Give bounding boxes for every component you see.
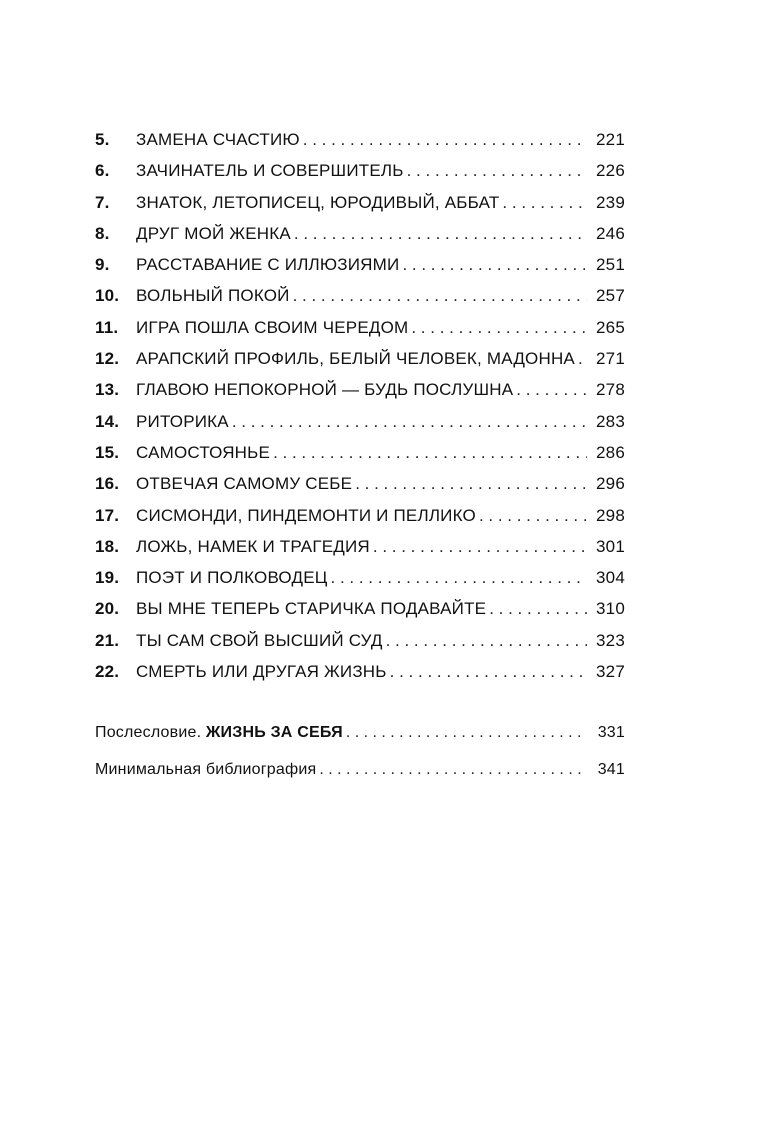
leader-dots bbox=[489, 599, 587, 619]
page-number: 298 bbox=[596, 505, 625, 525]
chapter-number: 16. bbox=[95, 474, 120, 494]
leader-dots bbox=[355, 474, 587, 494]
chapter-number: 20. bbox=[95, 599, 120, 619]
chapter-number: 9. bbox=[95, 255, 110, 275]
chapter-number: 11. bbox=[95, 317, 119, 337]
chapter-number: 15. bbox=[95, 442, 120, 462]
bibliography-entry bbox=[95, 761, 625, 792]
leader-dots bbox=[232, 412, 587, 432]
toc-row bbox=[95, 193, 625, 224]
page-number: 286 bbox=[596, 442, 625, 462]
afterword-prefix: Послесловие. bbox=[95, 724, 202, 741]
leader-dots bbox=[407, 161, 587, 181]
leader-dots bbox=[294, 224, 587, 244]
page-number: 323 bbox=[596, 630, 625, 650]
chapter-number: 21. bbox=[95, 630, 120, 650]
chapter-title: ПОЭТ И ПОЛКОВОДЕЦ bbox=[136, 568, 328, 588]
leader-dots bbox=[319, 761, 587, 779]
toc-row bbox=[95, 537, 625, 568]
toc-row bbox=[95, 318, 625, 349]
chapter-number: 5. bbox=[95, 130, 110, 149]
leader-dots bbox=[373, 537, 587, 557]
leader-dots bbox=[303, 130, 587, 150]
chapter-number: 18. bbox=[95, 536, 120, 556]
chapter-title: ЗАЧИНАТЕЛЬ И СОВЕРШИТЕЛЬ bbox=[136, 161, 404, 181]
toc-row bbox=[95, 443, 625, 474]
toc-row bbox=[95, 474, 625, 505]
chapter-title: СИСМОНДИ, ПИНДЕМОНТИ И ПЕЛЛИКО bbox=[136, 505, 476, 525]
page-number: 246 bbox=[596, 223, 625, 243]
chapter-title: АРАПСКИЙ ПРОФИЛЬ, БЕЛЫЙ ЧЕЛОВЕК, МАДОННА bbox=[136, 349, 575, 369]
toc-row bbox=[95, 161, 625, 192]
leader-dots bbox=[293, 286, 587, 306]
page-number: 265 bbox=[596, 317, 625, 337]
chapter-number: 12. bbox=[95, 349, 120, 369]
leader-dots bbox=[402, 255, 587, 275]
chapter-title: ТЫ САМ СВОЙ ВЫСШИЙ СУД bbox=[136, 630, 383, 650]
afterword-heading: ЖИЗНЬ ЗА СЕБЯ bbox=[205, 724, 343, 741]
toc-row bbox=[95, 255, 625, 286]
table-of-contents bbox=[95, 130, 625, 693]
toc-row bbox=[95, 631, 625, 662]
leader-dots bbox=[273, 443, 587, 463]
chapter-number: 10. bbox=[95, 286, 120, 306]
page-number: 341 bbox=[597, 761, 625, 778]
page-number: 331 bbox=[597, 724, 625, 741]
leader-dots bbox=[516, 380, 587, 400]
page-number: 283 bbox=[596, 411, 625, 431]
toc-row bbox=[95, 506, 625, 537]
leader-dots bbox=[346, 724, 587, 742]
toc-row bbox=[95, 662, 625, 693]
chapter-title: САМОСТОЯНЬЕ bbox=[136, 442, 271, 462]
chapter-title: ОТВЕЧАЯ САМОМУ СЕБЕ bbox=[136, 474, 353, 494]
leader-dots bbox=[386, 631, 587, 651]
chapter-title: ЛОЖЬ, НАМЕК И ТРАГЕДИЯ bbox=[136, 536, 370, 556]
leader-dots bbox=[578, 349, 587, 369]
chapter-title: ДРУГ МОЙ ЖЕНКА bbox=[136, 223, 291, 243]
chapter-title: ИГРА ПОШЛА СВОИМ ЧЕРЕДОМ bbox=[136, 317, 409, 337]
page-number: 304 bbox=[596, 568, 625, 588]
chapter-number: 17. bbox=[95, 505, 120, 525]
chapter-title: СМЕРТЬ ИЛИ ДРУГАЯ ЖИЗНЬ bbox=[136, 662, 387, 682]
chapter-number: 14. bbox=[95, 411, 120, 431]
chapter-number: 19. bbox=[95, 568, 120, 588]
chapter-title: РИТОРИКА bbox=[136, 411, 229, 431]
chapter-number: 6. bbox=[95, 161, 110, 181]
bibliography-title: Минимальная библиография bbox=[95, 761, 317, 778]
page-number: 301 bbox=[596, 536, 625, 556]
page-number: 271 bbox=[596, 349, 625, 369]
toc-row bbox=[95, 130, 625, 161]
chapter-number: 7. bbox=[95, 192, 110, 212]
chapter-title: ЗАМЕНА СЧАСТИЮ bbox=[136, 130, 300, 149]
chapter-number: 22. bbox=[95, 662, 120, 682]
page-number: 226 bbox=[596, 161, 625, 181]
toc-row bbox=[95, 599, 625, 630]
page-number: 296 bbox=[596, 474, 625, 494]
page-number: 310 bbox=[596, 599, 625, 619]
toc-row bbox=[95, 380, 625, 411]
toc-row bbox=[95, 412, 625, 443]
toc-row bbox=[95, 724, 625, 755]
toc-row bbox=[95, 568, 625, 599]
chapter-title: ЗНАТОК, ЛЕТОПИСЕЦ, ЮРОДИВЫЙ, АББАТ bbox=[136, 192, 500, 212]
page-number: 221 bbox=[596, 130, 625, 149]
page-number: 251 bbox=[596, 255, 625, 275]
page-number: 257 bbox=[596, 286, 625, 306]
chapter-title: ВОЛЬНЫЙ ПОКОЙ bbox=[136, 286, 290, 306]
toc-row bbox=[95, 286, 625, 317]
chapter-title: ВЫ МНЕ ТЕПЕРЬ СТАРИЧКА ПОДАВАЙТЕ bbox=[136, 599, 487, 619]
page-number: 327 bbox=[596, 662, 625, 682]
page-number: 239 bbox=[596, 192, 625, 212]
chapter-title: ГЛАВОЮ НЕПОКОРНОЙ — БУДЬ ПОСЛУШНА bbox=[136, 380, 514, 400]
leader-dots bbox=[331, 568, 587, 588]
leader-dots bbox=[479, 506, 587, 526]
leader-dots bbox=[411, 318, 587, 338]
afterword-entry bbox=[95, 724, 625, 755]
chapter-number: 8. bbox=[95, 223, 110, 243]
chapter-number: 13. bbox=[95, 380, 120, 400]
leader-dots bbox=[502, 193, 587, 213]
toc-row bbox=[95, 224, 625, 255]
page-number: 278 bbox=[596, 380, 625, 400]
afterword-title bbox=[95, 724, 343, 742]
toc-row bbox=[95, 349, 625, 380]
toc-row bbox=[95, 761, 625, 792]
leader-dots bbox=[390, 662, 587, 682]
chapter-title: РАССТАВАНИЕ С ИЛЛЮЗИЯМИ bbox=[136, 255, 400, 275]
